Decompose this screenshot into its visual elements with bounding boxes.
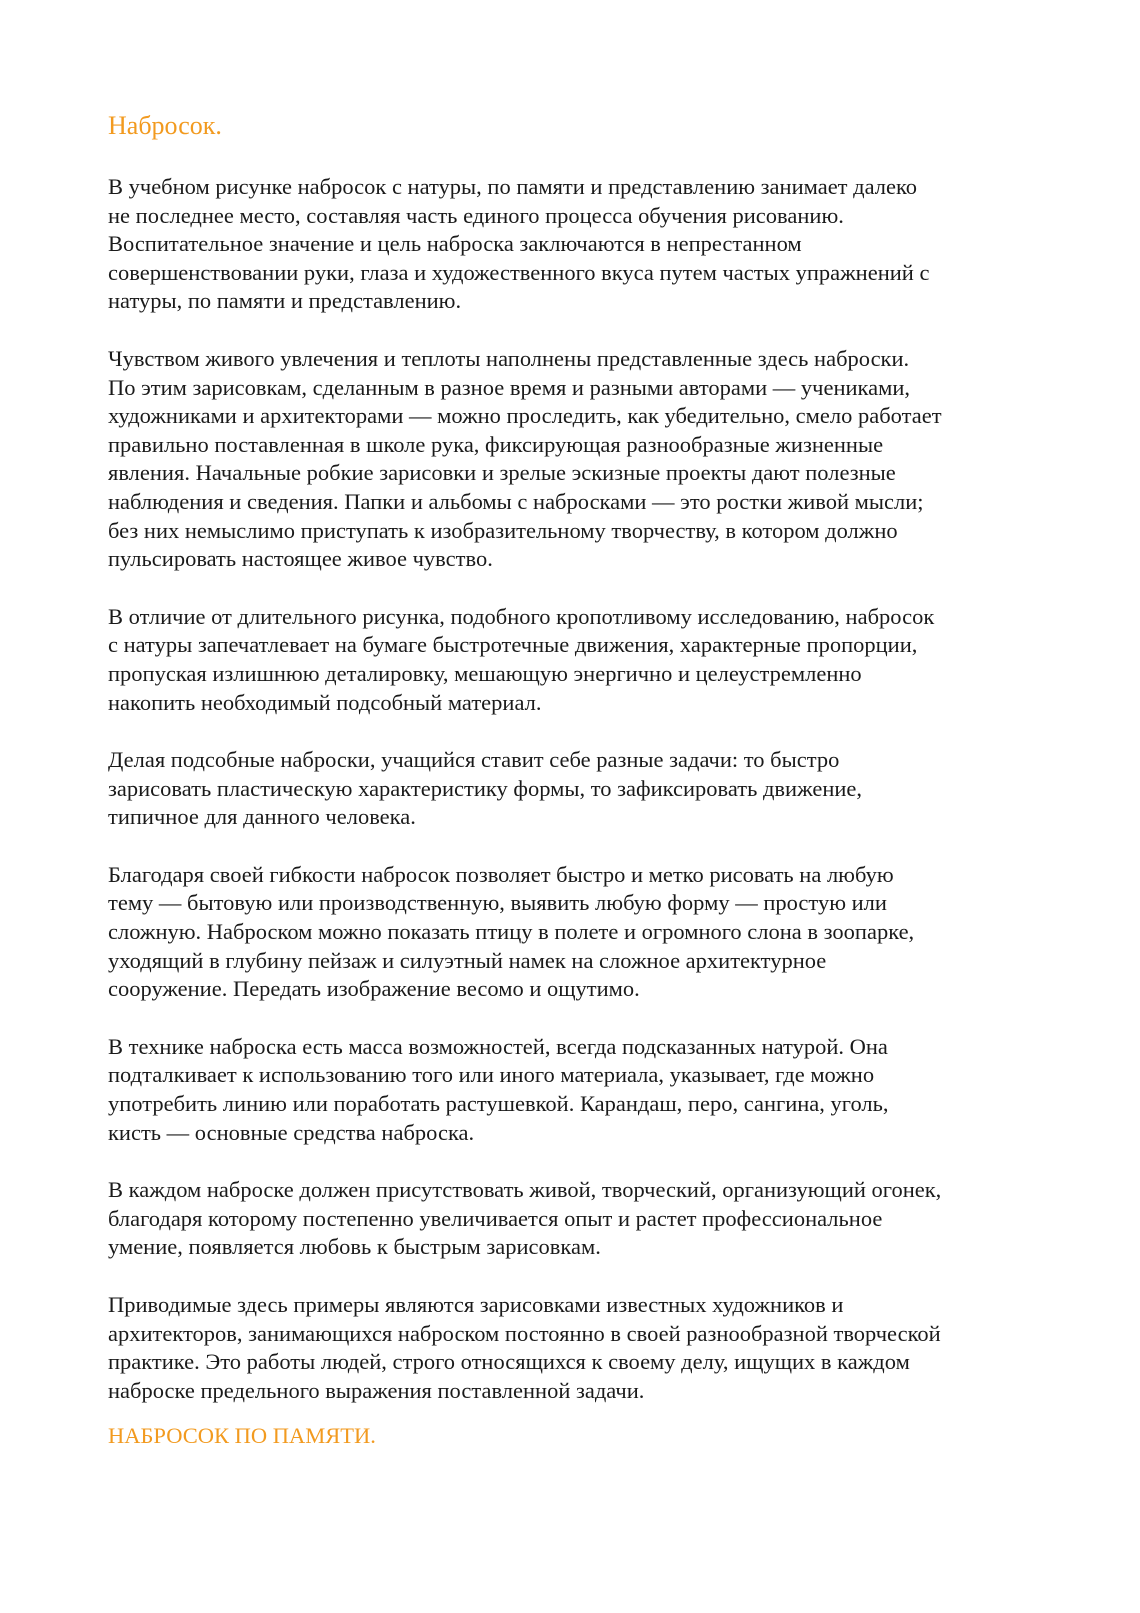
body-text: [108, 173, 1098, 1405]
paragraph-4: Делая подсобные наброски, учащийся ставит себе разные задачи: то быстро зарисовать пластическую характеристику формы, то зафиксировать движение, типичное для данного человека.: [108, 747, 863, 830]
paragraph-5: Благодаря своей гибкости набросок позволяет быстро и метко рисовать на любую тему — бытовую или производственную, выявить любую форму — простую или сложную. Наброском можно показать птицу в полете и огромного слона в зоопарке, уходящий в глубину пейзаж и силуэтный намек на сложное архитектурное сооружение. Передать изображение весомо и ощутимо.: [108, 861, 915, 1002]
paragraph-3: В отличие от длительного рисунка, подобного кропотливому исследованию, набросок с натуры запечатлевает на бумаге быстротечные движения, характерные пропорции, пропуская излишнюю деталировку, мешающую энергично и целеустремленно накопить необходимый подсобный материал.: [108, 603, 935, 715]
paragraph-8: Приводимые здесь примеры являются зарисовками известных художников и архитекторов, занимающихся наброском постоянно в своей разнообразной творческой практике. Это работы людей, строго относящихся к своему делу, ищущих в каждом наброске предельного выражения поставленной задачи.: [108, 1292, 941, 1403]
paragraph-6: В технике наброска есть масса возможностей, всегда подсказанных натурой. Она подталкивает к использованию того или иного материала, указывает, где можно употребить линию или поработать растушевкой. Карандаш, перо, сангина, уголь, кисть — основные средства наброска.: [108, 1033, 889, 1145]
paragraph-1: В учебном рисунке набросок с натуры, по памяти и представлению занимает далеко не последнее место, составляя часть единого процесса обучения рисованию. Воспитательное значение и цель наброска заключаются в непрестанном совершенствовании руки, глаза и художественного вкуса путем частых упражнений с натуры, по памяти и представлению.: [108, 174, 930, 314]
paragraph-2: Чувством живого увлечения и теплоты наполнены представленные здесь наброски. По этим зарисовкам, сделанным в разное время и разными авторами — учениками, художниками и архитекторами — можно проследить, как убедительно, смело работает правильно поставленная в школе рука, фиксирующая разнообразные жизненные явления. Начальные робкие зарисовки и зрелые эскизные проекты дают полезные наблюдения и сведения. Папки и альбомы с набросками — это ростки живой мысли; без них немыслимо приступать к изобразительному творчеству, в котором должно пульсировать настоящее живое чувство.: [108, 345, 942, 572]
page-title: Набросок.: [108, 111, 222, 140]
section-subtitle: НАБРОСОК ПО ПАМЯТИ.: [108, 1423, 376, 1448]
paragraph-7: В каждом наброске должен присутствовать живой, творческий, организующий огонек, благодаря которому постепенно увеличивается опыт и растет профессиональное умение, появляется любовь к быстрым зарисовкам.: [108, 1177, 942, 1260]
